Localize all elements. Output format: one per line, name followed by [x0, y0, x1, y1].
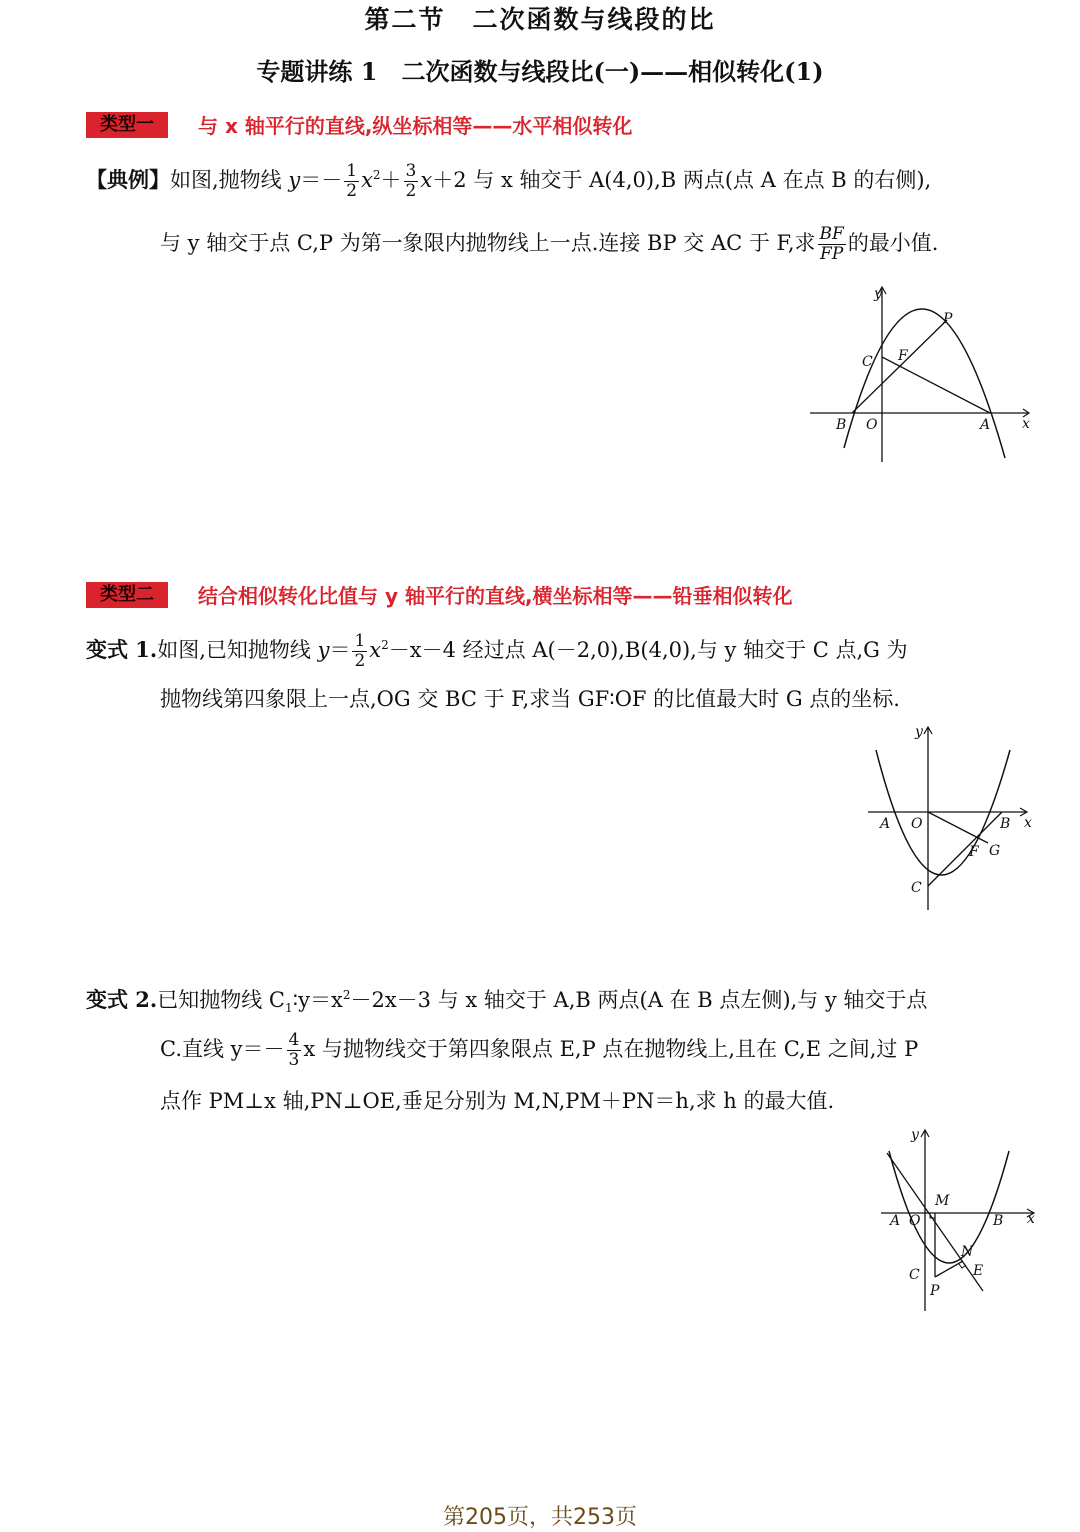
example-line-1: 【典例】如图,抛物线 y＝－ $\frac{1}{2}$ $x^2+$ $\frac{3}{2}$ x＋2 与 x 轴交于 A(4,0),B 两点(点 A 在点 B 的右侧), — [86, 161, 932, 201]
label-y: y — [874, 286, 882, 302]
label-p: P — [930, 1283, 940, 1299]
label-e: E — [973, 1263, 984, 1279]
label-p: P — [943, 311, 953, 327]
label-g: G — [989, 843, 1001, 859]
type1-badge: 类型一 — [86, 112, 168, 138]
label-b: B — [1000, 816, 1011, 832]
section-title: 第二节 二次函数与线段的比 — [364, 5, 716, 34]
label-x: x — [1024, 815, 1032, 831]
variant1-figure — [860, 720, 1040, 920]
variant1-line-1: 变式 1.如图,已知抛物线 y＝ $\frac{1}{2}$ $x^2-x-4$ 经过点 A(－2,0),B(4,0),与 y 轴交于 C 点,G 为 — [86, 631, 908, 671]
example-label: 【典例】 — [86, 167, 170, 192]
type2-title: 结合相似转化比值与 y 轴平行的直线,横坐标相等——铅垂相似转化 — [198, 584, 793, 608]
label-o: O — [866, 417, 878, 433]
example-figure — [800, 280, 1040, 470]
label-c: C — [862, 354, 873, 370]
variant2-line-1: 变式 2.已知抛物线 $C_1∶y=x^2-2x-3$ 与 x 轴交于 A,B 两点(A 在 B 点左侧),与 y 轴交于点 — [86, 987, 928, 1016]
fraction-four-thirds: $\frac{4}{3}$ — [288, 1030, 300, 1070]
type2-badge: 类型二 — [86, 582, 168, 608]
label-a: A — [880, 816, 891, 832]
segment-ac — [882, 357, 990, 413]
variant1-line-2: 抛物线第四象限上一点,OG 交 BC 于 F,求当 GF∶OF 的比值最大时 G 点的坐标. — [160, 687, 900, 711]
label-y: y — [915, 724, 923, 740]
variant2-line-3: 点作 PM⊥x 轴,PN⊥OE,垂足分别为 M,N,PM＋PN＝h,求 h 的最大值. — [160, 1089, 835, 1113]
variant2-label: 变式 2. — [86, 987, 158, 1012]
segment-og — [928, 812, 988, 843]
label-b: B — [993, 1213, 1004, 1229]
type1-title: 与 x 轴平行的直线,纵坐标相等——水平相似转化 — [198, 114, 633, 138]
topic-title: 专题讲练 1 二次函数与线段比(一)——相似转化(1) — [256, 57, 824, 86]
label-n: N — [961, 1244, 974, 1260]
label-c: C — [911, 880, 922, 896]
label-c: C — [909, 1267, 920, 1283]
label-m: M — [935, 1193, 950, 1209]
variant2-figure — [875, 1125, 1045, 1315]
fraction-one-half: $\frac{1}{2}$ — [346, 161, 358, 201]
label-x: x — [1027, 1211, 1035, 1227]
variant2-line-2: C.直线 y＝－ $\frac{4}{3}$ x 与抛物线交于第四象限点 E,P 点在抛物线上,且在 C,E 之间,过 P — [160, 1030, 919, 1070]
label-y: y — [911, 1127, 919, 1143]
label-o: O — [909, 1213, 921, 1229]
label-b: B — [836, 417, 847, 433]
label-a: A — [980, 417, 991, 433]
parabola — [844, 309, 1005, 458]
label-x: x — [1022, 416, 1030, 432]
fraction-bf-fp: $\frac{BF}{FP}$ — [819, 224, 844, 264]
example-line-2: 与 y 轴交于点 C,P 为第一象限内抛物线上一点.连接 BP 交 AC 于 F,求 $\frac{BF}{FP}$ 的最小值. — [160, 224, 939, 264]
page-number: 第205页，共253页 — [443, 1505, 637, 1530]
label-f: F — [898, 348, 908, 364]
label-o: O — [911, 816, 923, 832]
label-f: F — [969, 844, 979, 860]
fraction-one-half: $\frac{1}{2}$ — [354, 631, 366, 671]
label-a: A — [890, 1213, 901, 1229]
variant1-label: 变式 1. — [86, 637, 158, 662]
fraction-three-halves: $\frac{3}{2}$ — [405, 161, 417, 201]
